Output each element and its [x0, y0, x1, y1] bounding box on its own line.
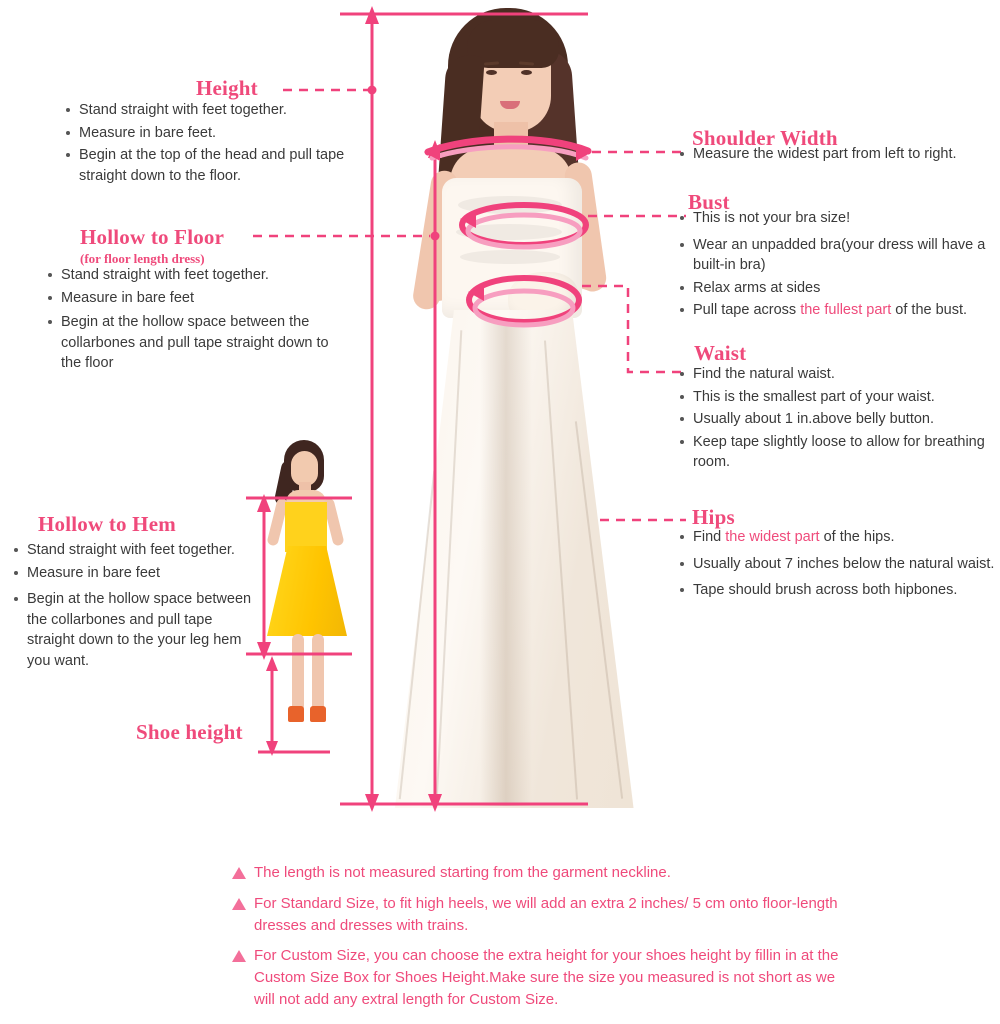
list-item: Tape should brush across both hipbones.	[678, 580, 998, 601]
footnote-text: For Custom Size, you can choose the extra height for your shoes height by fillin in at the Custom Size Box for Shoes Height.Make sure the size you measured is not short as we will not add any extral length for Custom Size.	[254, 947, 839, 1008]
hips-bullet-prefix: Find	[693, 529, 726, 545]
footnote-row	[232, 862, 852, 884]
bust-bullets	[678, 208, 1000, 323]
mini-leg-right	[312, 634, 324, 712]
hips-bullet-highlight: the widest part	[725, 529, 820, 545]
footnotes	[232, 862, 852, 1020]
waist-bullets	[678, 364, 998, 475]
list-item: Begin at the hollow space between the collarbones and pull tape straight down to the your leg hem you want.	[12, 589, 257, 671]
list-item: This is the smallest part of your waist.	[678, 387, 998, 408]
list-item: Relax arms at sides	[678, 278, 1000, 299]
mini-shoe-left	[288, 706, 304, 722]
list-item-bust-fullest	[678, 300, 1000, 321]
list-item: Usually about 1 in.above belly button.	[678, 409, 998, 430]
eye-right	[521, 70, 532, 75]
list-item: Stand straight with feet together.	[12, 540, 257, 561]
list-item: Wear an unpadded bra(your dress will have a built-in bra)	[678, 235, 1000, 276]
bodice-fold	[460, 250, 560, 264]
warning-triangle-icon	[232, 898, 246, 910]
bust-bullet-suffix: of the bust.	[891, 302, 968, 319]
model-photo-short-dress	[258, 440, 368, 760]
list-item: Keep tape slightly loose to allow for breathing room.	[678, 432, 998, 473]
footnote-text: The length is not measured starting from the garment neckline.	[254, 864, 671, 881]
bodice-fold	[456, 224, 562, 240]
mini-dress-bodice	[285, 502, 327, 552]
list-item: Measure in bare feet	[12, 563, 257, 584]
list-item: Measure in bare feet	[46, 288, 346, 309]
list-item: This is not your bra size!	[678, 208, 1000, 229]
hips-heading: Hips	[692, 505, 735, 529]
list-item: Measure the widest part from left to right.	[678, 144, 998, 165]
list-item: Usually about 7 inches below the natural waist.	[678, 554, 998, 575]
shoe-height-heading: Shoe height	[136, 720, 243, 744]
list-item: Stand straight with feet together.	[64, 100, 364, 121]
list-item: Find the natural waist.	[678, 364, 998, 385]
hollow-to-hem-bullets	[12, 540, 257, 673]
shoulder-width-heading: Shoulder Width	[692, 126, 838, 150]
hollow-to-floor-heading: Hollow to Floor (for floor length dress)	[80, 225, 225, 266]
footnote-text: For Standard Size, to fit high heels, we will add an extra 2 inches/ 5 cm onto floor-length dresses and dresses with trains.	[254, 894, 838, 934]
list-item-hips-widest	[678, 527, 998, 548]
mini-shoe-right	[310, 706, 326, 722]
mini-face	[291, 451, 318, 486]
model-photo-gown	[330, 0, 670, 815]
mini-leg-left	[292, 634, 304, 712]
bodice-fold	[458, 196, 562, 214]
eye-left	[486, 70, 497, 75]
bust-heading: Bust	[688, 190, 730, 214]
shoulder-width-bullets	[678, 144, 998, 167]
hollow-to-floor-bullets	[46, 265, 346, 376]
footnote-row	[232, 945, 852, 1010]
hips-bullet-suffix: of the hips.	[819, 529, 895, 545]
hips-bullets	[678, 527, 998, 603]
hollow-to-hem-heading: Hollow to Hem	[38, 512, 176, 536]
list-item: Measure in bare feet.	[64, 123, 364, 144]
bust-bullet-highlight: the fullest part	[800, 302, 892, 319]
mini-dress-skirt	[267, 546, 347, 636]
height-bullets	[64, 100, 364, 188]
list-item: Begin at the hollow space between the collarbones and pull tape straight down to the floor	[46, 312, 346, 374]
height-heading: Height	[196, 76, 258, 100]
list-item: Begin at the top of the head and pull tape straight down to the floor.	[64, 145, 364, 186]
list-item: Stand straight with feet together.	[46, 265, 346, 286]
skirt-shadow	[480, 320, 532, 806]
bust-bullet-prefix: Pull tape across	[693, 302, 801, 319]
warning-triangle-icon	[232, 950, 246, 962]
waist-heading: Waist	[694, 341, 747, 365]
footnote-row	[232, 893, 852, 937]
warning-triangle-icon	[232, 867, 246, 879]
